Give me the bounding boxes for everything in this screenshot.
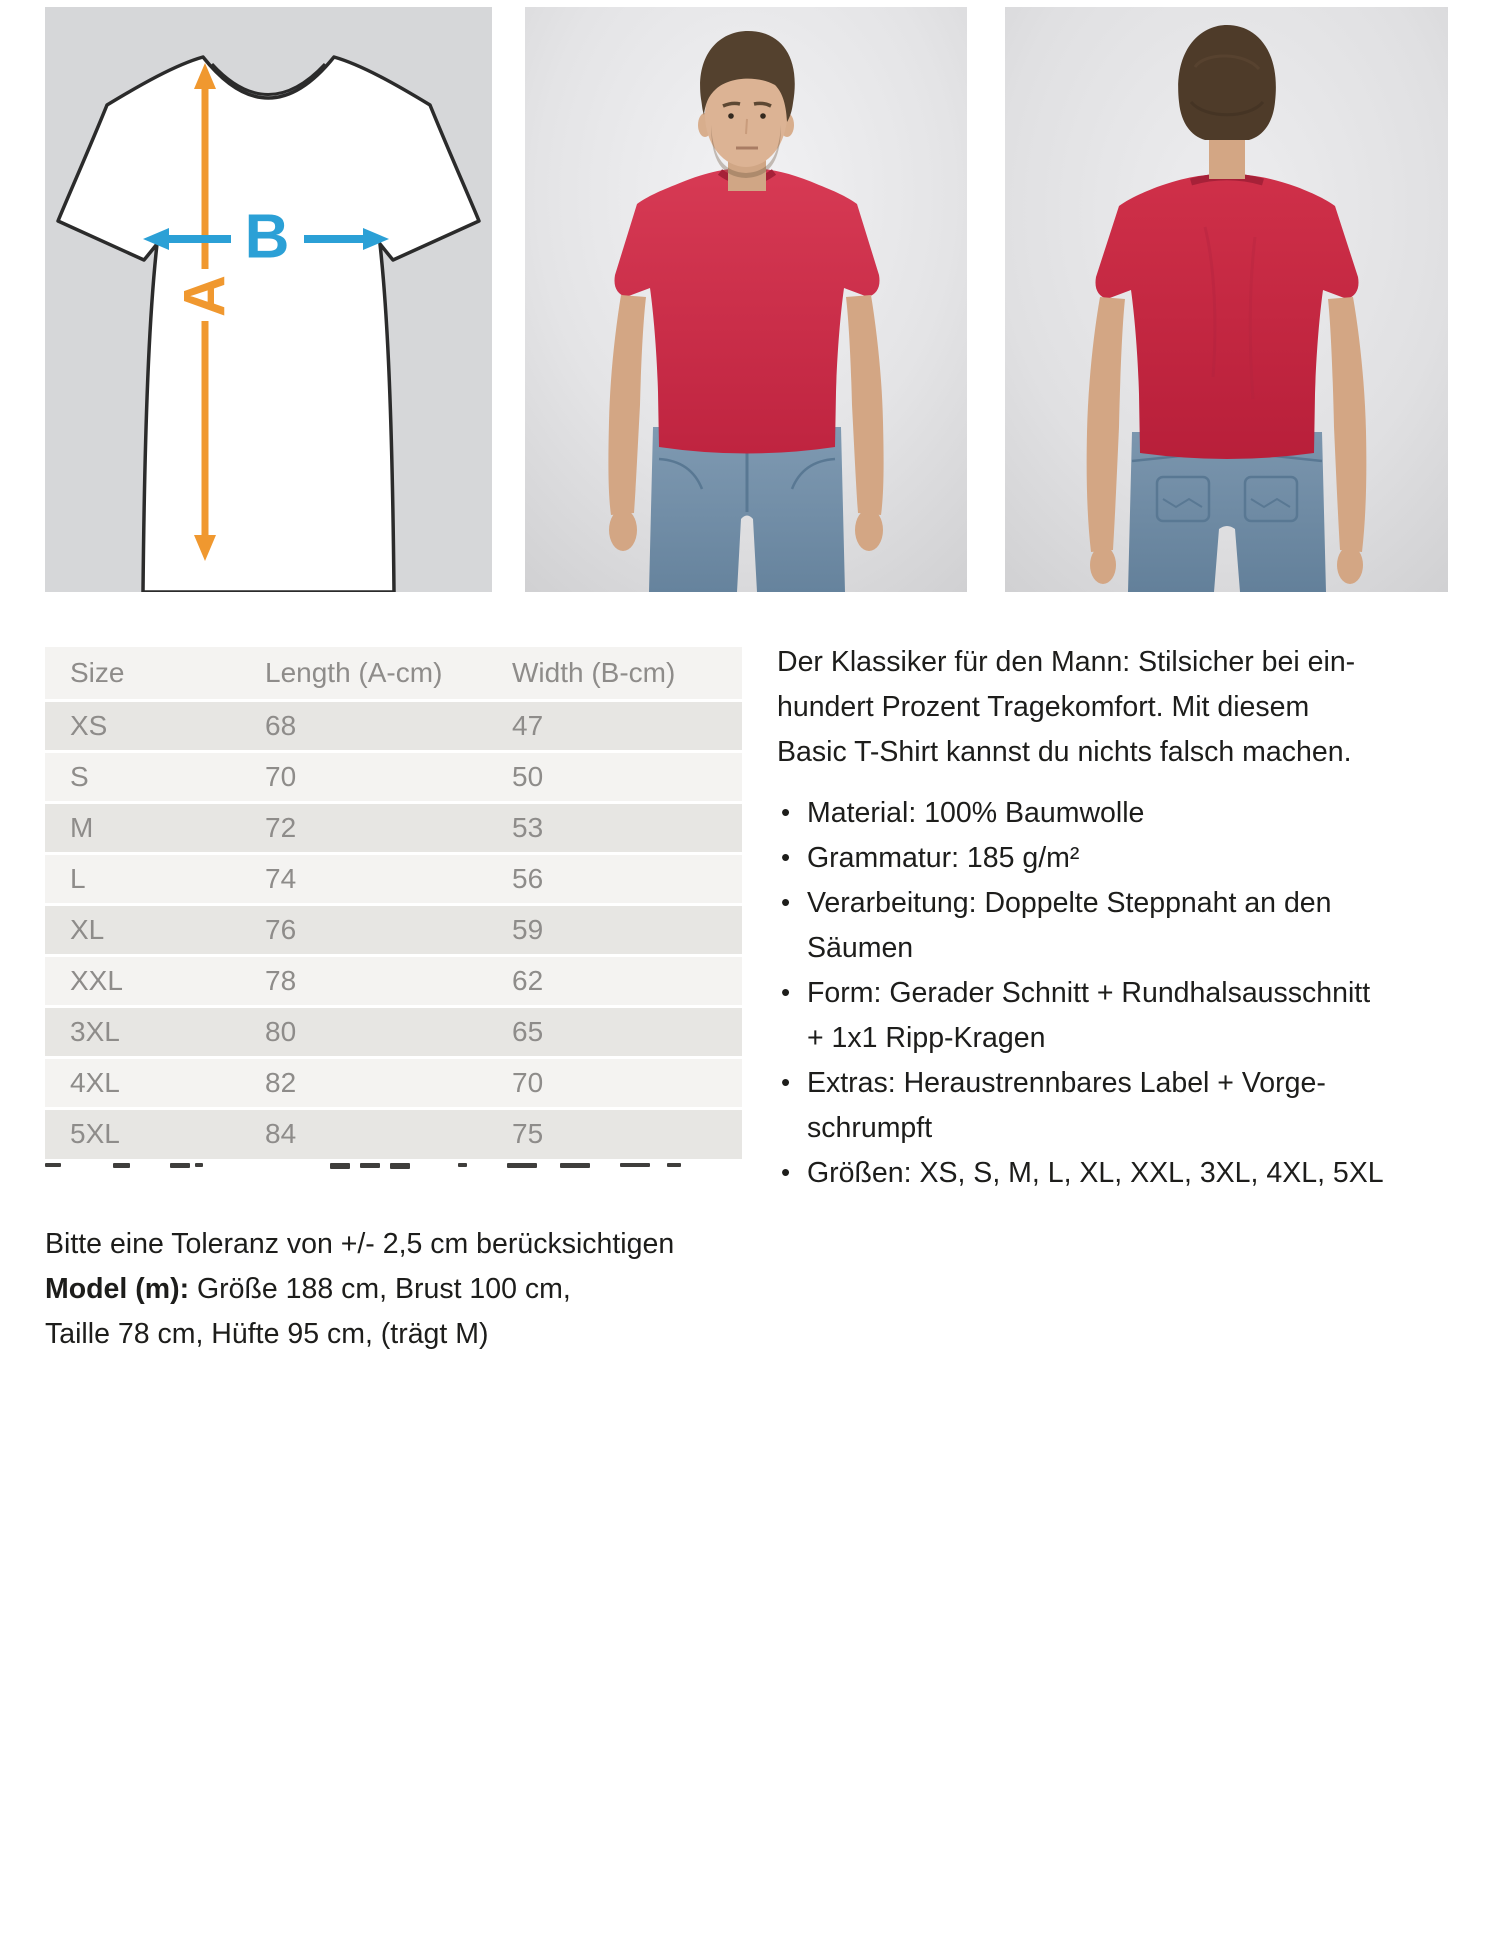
table-cell: 72 bbox=[265, 811, 297, 843]
bullet-item bbox=[807, 1151, 1437, 1196]
bullet-line: • Grammatur: 185 g/m² bbox=[807, 842, 1080, 874]
table-cell: 84 bbox=[265, 1118, 297, 1150]
table-cell: S bbox=[70, 760, 89, 792]
table-row bbox=[45, 955, 742, 1006]
model-details: Größe 188 cm, Brust 100 cm, Taille 78 cm, Hüfte 95 cm, (trägt M) bbox=[45, 1273, 571, 1350]
model-back-svg bbox=[1005, 7, 1448, 592]
model-back-photo bbox=[1005, 7, 1448, 592]
table-cell: 4XL bbox=[70, 1066, 120, 1098]
intro-line: Der Klassiker für den Mann: Stilsicher bei ein- bbox=[777, 646, 1356, 678]
table-row bbox=[45, 1057, 742, 1108]
description-intro bbox=[777, 640, 1437, 775]
model-info bbox=[45, 1267, 623, 1357]
table-cell: 70 bbox=[265, 760, 297, 792]
table-cell: 70 bbox=[512, 1066, 544, 1098]
bullet-line: • Extras: Heraustrennbares Label + Vorge- bbox=[807, 1067, 1326, 1099]
table-cell: 82 bbox=[265, 1066, 297, 1098]
table-cell: XS bbox=[70, 709, 108, 741]
size-diagram-svg bbox=[45, 7, 492, 592]
table-cell: L bbox=[70, 862, 86, 894]
table-cell: 65 bbox=[512, 1015, 544, 1047]
table-cell: 3XL bbox=[70, 1015, 120, 1047]
table-row bbox=[45, 802, 742, 853]
bullet-line: • Größen: XS, S, M, L, XL, XXL, 3XL, 4XL, 5XL bbox=[807, 1157, 1384, 1189]
bullet-line: • Material: 100% Baumwolle bbox=[807, 797, 1145, 829]
size-table-body bbox=[45, 700, 742, 1159]
model-front-photo bbox=[525, 7, 967, 592]
bullet-line: • Form: Gerader Schnitt + Rundhalsausschnitt bbox=[807, 977, 1371, 1009]
table-cell: 47 bbox=[512, 709, 544, 741]
bullet-line: • Verarbeitung: Doppelte Steppnaht an den bbox=[807, 887, 1332, 919]
table-cell: XL bbox=[70, 913, 105, 945]
table-header-cell: Length (A-cm) bbox=[265, 656, 443, 688]
table-cell: 68 bbox=[265, 709, 297, 741]
table-cell: 53 bbox=[512, 811, 544, 843]
table-header-cell: Size bbox=[70, 656, 125, 688]
size-diagram-image bbox=[45, 7, 492, 592]
bullet-item bbox=[807, 1061, 1437, 1151]
intro-line: hundert Prozent Tragekomfort. Mit diesem bbox=[777, 691, 1310, 723]
table-cell: 75 bbox=[512, 1118, 544, 1150]
product-description bbox=[777, 640, 1437, 1196]
bullet-item bbox=[807, 971, 1437, 1061]
table-row bbox=[45, 853, 742, 904]
size-table-header-row bbox=[45, 647, 742, 700]
bullet-line: schrumpft bbox=[807, 1112, 933, 1144]
model-front-svg bbox=[525, 7, 967, 592]
measurement-notes bbox=[45, 1222, 690, 1357]
tolerance-note: Bitte eine Toleranz von +/- 2,5 cm berücksichtigen bbox=[45, 1228, 675, 1260]
bullet-item bbox=[807, 881, 1437, 971]
table-cell: 74 bbox=[265, 862, 297, 894]
intro-line: Basic T-Shirt kannst du nichts falsch machen. bbox=[777, 736, 1352, 768]
table-cell: 78 bbox=[265, 964, 297, 996]
table-cell: M bbox=[70, 811, 94, 843]
table-row bbox=[45, 751, 742, 802]
table-cell: 56 bbox=[512, 862, 544, 894]
table-cell: 80 bbox=[265, 1015, 297, 1047]
size-table bbox=[45, 647, 742, 1173]
table-cell: XXL bbox=[70, 964, 123, 996]
measure-label-b: B bbox=[244, 202, 290, 272]
table-cell: 62 bbox=[512, 964, 544, 996]
table-cell: 59 bbox=[512, 913, 544, 945]
bullet-item bbox=[807, 836, 1437, 881]
clipped-text-remnant bbox=[45, 1163, 742, 1173]
description-bullets bbox=[777, 791, 1437, 1196]
table-cell: 50 bbox=[512, 760, 544, 792]
table-cell: 5XL bbox=[70, 1118, 120, 1150]
table-row bbox=[45, 700, 742, 751]
table-row bbox=[45, 904, 742, 955]
measure-label-a: A bbox=[172, 275, 238, 317]
bullet-item bbox=[807, 791, 1437, 836]
bullet-line: Säumen bbox=[807, 932, 914, 964]
table-row bbox=[45, 1108, 742, 1159]
table-cell: 76 bbox=[265, 913, 297, 945]
table-row bbox=[45, 1006, 742, 1057]
table-header-cell: Width (B-cm) bbox=[512, 656, 676, 688]
model-label: Model (m): bbox=[45, 1273, 190, 1305]
bullet-line: + 1x1 Ripp-Kragen bbox=[807, 1022, 1046, 1054]
product-images-row bbox=[45, 7, 1448, 592]
